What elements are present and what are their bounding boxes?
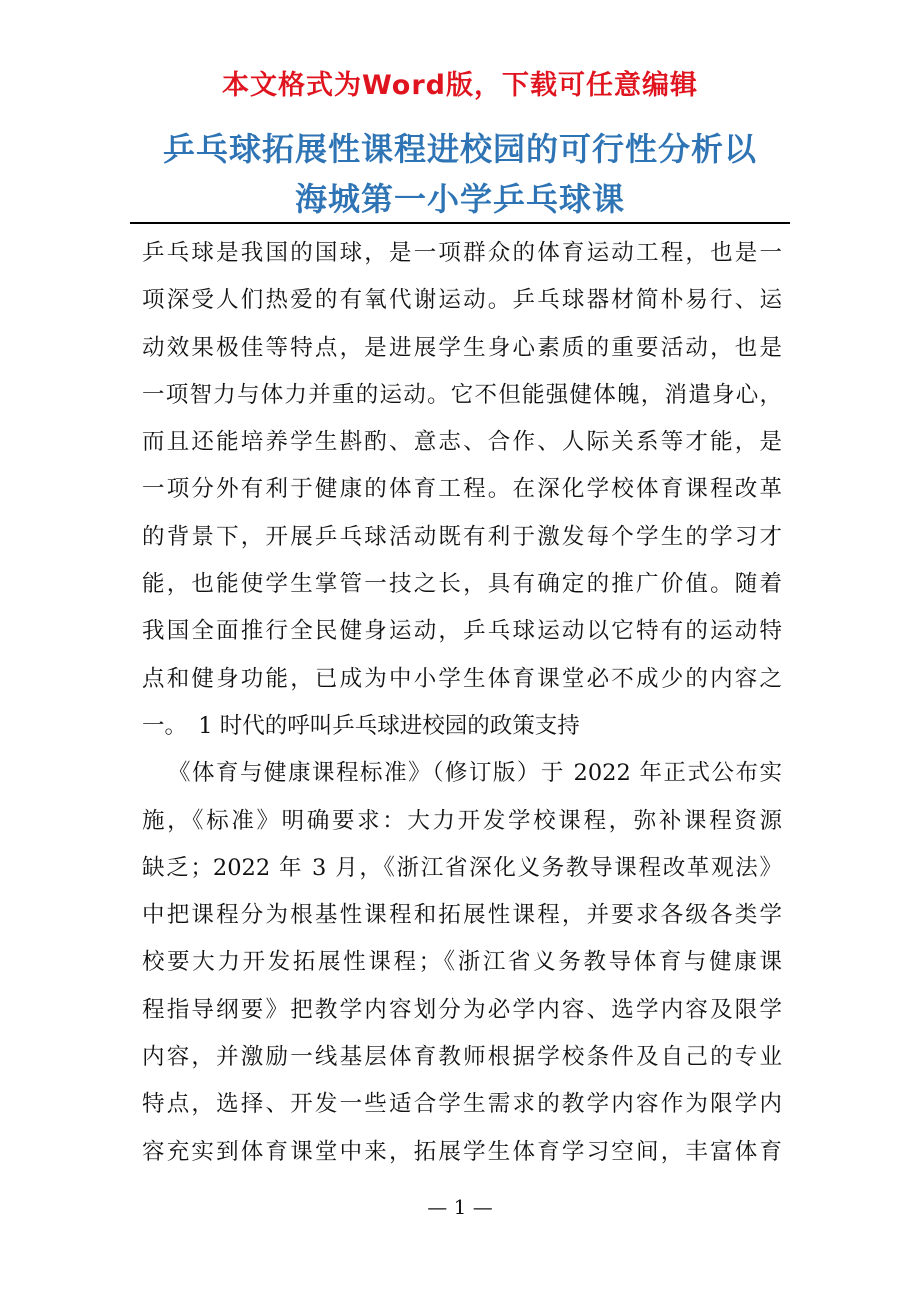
document-title	[60, 124, 860, 224]
title-line-1: 乒乓球拓展性课程进校园的可行性分析以	[162, 130, 757, 168]
title-divider	[130, 222, 790, 224]
paragraph-line: 容充实到体育课堂中来，拓展学生体育学习空间，丰富体育	[142, 1138, 782, 1165]
paragraph-2	[142, 750, 782, 1176]
paragraph-line: 项深受人们热爱的有氧代谢运动。乒乓球器材简朴易行、运	[142, 287, 782, 314]
body-text	[142, 230, 782, 1176]
paragraph-line: 的背景下，开展乒乓球活动既有利于激发每个学生的学习才	[142, 523, 782, 550]
paragraph-line: 一项分外有利于健康的体育工程。在深化学校体育课程改革	[142, 476, 782, 503]
paragraph-1	[142, 230, 782, 750]
paragraph-line: 动效果极佳等特点，是进展学生身心素质的重要活动，也是	[142, 334, 782, 361]
paragraph-line: 点和健身功能，已成为中小学生体育课堂必不成少的内容之	[142, 665, 782, 692]
paragraph-line: 校要大力开发拓展性课程；《浙江省义务教导体育与健康课	[142, 949, 782, 976]
paragraph-line: 程指导纲要》把教学内容划分为必学内容、选学内容及限学	[142, 996, 782, 1023]
page-number: — 1 —	[427, 1195, 493, 1219]
paragraph-line: 中把课程分为根基性课程和拓展性课程，并要求各级各类学	[142, 902, 782, 929]
paragraph-line: 《体育与健康课程标准》（修订版）于 2022 年正式公布实	[168, 760, 782, 787]
title-line-2: 海城第一小学乒乓球课	[294, 180, 625, 218]
paragraph-line: 乒乓球是我国的国球，是一项群众的体育运动工程，也是一	[142, 240, 782, 266]
paragraph-line: 一。 1 时代的呼叫乒乓球进校园的政策支持	[142, 712, 580, 739]
format-banner: 本文格式为Word版，下载可任意编辑	[221, 70, 698, 101]
paragraph-line: 内容，并激励一线基层体育教师根据学校条件及自己的专业	[142, 1044, 782, 1071]
paragraph-line: 缺乏；2022 年 3 月，《浙江省深化义务教导课程改革观法》	[142, 854, 782, 881]
paragraph-line: 而且还能培养学生斟酌、意志、合作、人际关系等才能，是	[142, 429, 782, 456]
paragraph-line: 我国全面推行全民健身运动，乒乓球运动以它特有的运动特	[142, 618, 782, 645]
paragraph-line: 能，也能使学生掌管一技之长，具有确定的推广价值。随着	[142, 571, 782, 598]
paragraph-line: 特点，选择、开发一些适合学生需求的教学内容作为限学内	[142, 1091, 782, 1118]
paragraph-line: 一项智力与体力并重的运动。它不但能强健体魄，消遣身心，	[142, 381, 782, 408]
paragraph-line: 施，《标准》明确要求：大力开发学校课程，弥补课程资源	[142, 807, 782, 834]
